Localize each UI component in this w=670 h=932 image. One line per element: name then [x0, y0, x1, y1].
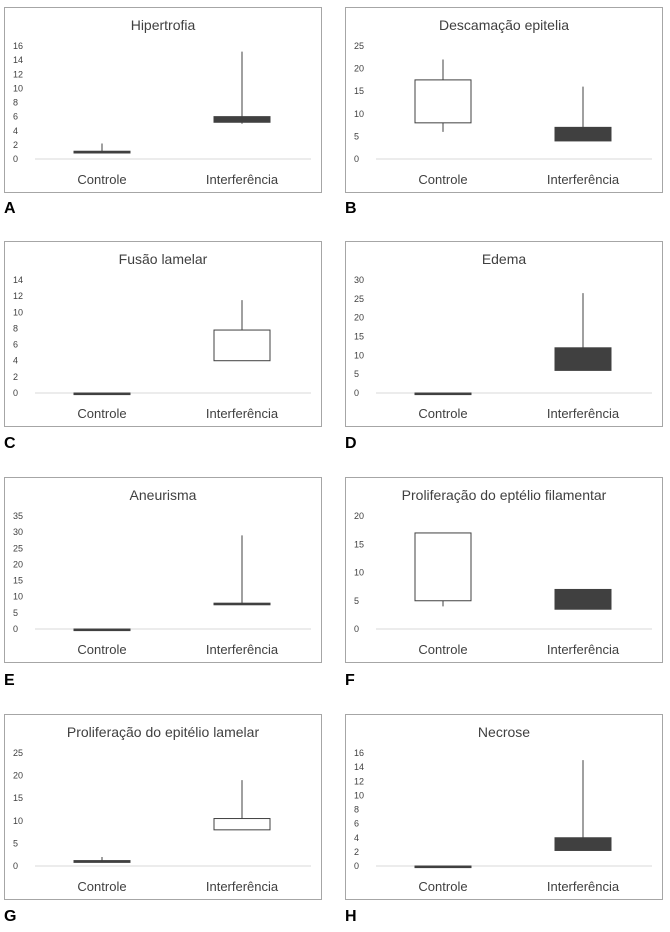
- y-tick-label: 0: [354, 861, 360, 871]
- box-controle: [415, 866, 471, 868]
- x-category-label: Controle: [418, 406, 468, 421]
- y-tick-label: 2: [13, 139, 19, 150]
- chart-title: Aneurisma: [129, 487, 197, 503]
- y-tick-label: 14: [354, 762, 365, 773]
- box-controle: [415, 60, 471, 132]
- chart-svg: [346, 8, 662, 192]
- box-rect: [555, 127, 611, 141]
- x-category-label: Interferência: [546, 406, 620, 421]
- y-tick-label: 0: [354, 388, 360, 398]
- y-tick-label: 4: [13, 125, 19, 136]
- chart-panel-a: [4, 7, 322, 193]
- x-category-label: Controle: [77, 172, 127, 187]
- y-tick-label: 30: [354, 275, 365, 285]
- y-tick-label: 0: [354, 624, 360, 634]
- box-interferência: [214, 52, 270, 124]
- y-tick-label: 4: [354, 832, 360, 843]
- y-tick-label: 10: [354, 567, 365, 578]
- box-interferência: [555, 589, 611, 609]
- y-tick-label: 10: [354, 350, 365, 361]
- box-rect: [415, 533, 471, 601]
- panel-letter: B: [345, 200, 357, 217]
- y-tick-label: 5: [354, 131, 360, 142]
- y-tick-label: 10: [354, 790, 365, 801]
- x-category-label: Interferência: [205, 406, 279, 421]
- y-tick-label: 30: [13, 527, 24, 538]
- box-rect: [555, 589, 611, 609]
- y-tick-label: 5: [354, 595, 360, 606]
- panel-letter: C: [4, 435, 16, 452]
- x-category-label: Interferência: [546, 172, 620, 187]
- x-category-label: Interferência: [546, 642, 620, 657]
- y-tick-label: 16: [354, 748, 365, 758]
- y-tick-label: 0: [13, 861, 19, 871]
- chart-svg: [5, 715, 321, 899]
- y-tick-label: 0: [13, 154, 19, 164]
- y-tick-label: 15: [13, 793, 24, 804]
- y-tick-label: 15: [354, 331, 365, 342]
- y-tick-label: 8: [354, 804, 360, 815]
- y-tick-label: 8: [13, 323, 19, 334]
- y-tick-label: 2: [354, 846, 360, 857]
- box-controle: [74, 143, 130, 153]
- box-rect: [74, 393, 130, 395]
- y-tick-label: 10: [13, 307, 24, 318]
- y-tick-label: 25: [354, 41, 365, 51]
- x-category-label: Controle: [77, 879, 127, 894]
- y-tick-label: 12: [13, 291, 24, 302]
- chart-panel-c: [4, 241, 322, 427]
- x-category-label: Controle: [77, 406, 127, 421]
- y-tick-label: 15: [354, 86, 365, 97]
- y-tick-label: 10: [13, 83, 24, 94]
- box-rect: [214, 330, 270, 361]
- box-interferência: [555, 760, 611, 850]
- chart-svg: [5, 242, 321, 426]
- y-tick-label: 25: [13, 543, 24, 554]
- x-category-label: Controle: [77, 642, 127, 657]
- y-tick-label: 20: [13, 559, 24, 570]
- x-category-label: Interferência: [546, 879, 620, 894]
- x-category-label: Interferência: [205, 172, 279, 187]
- box-rect: [415, 393, 471, 395]
- box-interferência: [555, 293, 611, 370]
- y-tick-label: 6: [354, 818, 360, 829]
- chart-panel-g: [4, 714, 322, 900]
- y-tick-label: 20: [354, 511, 365, 521]
- y-tick-label: 6: [13, 111, 19, 122]
- box-controle: [74, 393, 130, 395]
- chart-title: Proliferação do eptélio filamentar: [401, 487, 607, 503]
- y-tick-label: 0: [354, 154, 360, 164]
- y-tick-label: 35: [13, 511, 24, 521]
- box-interferência: [214, 780, 270, 830]
- y-tick-label: 14: [13, 55, 24, 66]
- box-rect: [214, 819, 270, 830]
- y-tick-label: 5: [13, 607, 19, 618]
- box-interferência: [555, 87, 611, 141]
- box-rect: [74, 629, 130, 631]
- panel-letter: A: [4, 200, 16, 217]
- chart-panel-f: [345, 477, 663, 663]
- box-controle: [415, 533, 471, 606]
- y-tick-label: 20: [13, 770, 24, 781]
- chart-title: Proliferação do epitélio lamelar: [66, 724, 260, 740]
- x-category-label: Interferência: [205, 642, 279, 657]
- y-tick-label: 5: [354, 369, 360, 380]
- box-interferência: [214, 535, 270, 604]
- y-tick-label: 10: [354, 108, 365, 119]
- y-tick-label: 20: [354, 312, 365, 323]
- y-tick-label: 2: [13, 371, 19, 382]
- y-tick-label: 4: [13, 355, 19, 366]
- box-interferência: [214, 300, 270, 361]
- panel-letter: H: [345, 908, 357, 925]
- y-tick-label: 14: [13, 275, 24, 285]
- box-rect: [415, 866, 471, 868]
- y-tick-label: 25: [13, 748, 24, 758]
- panel-letter: F: [345, 672, 355, 689]
- chart-svg: [5, 8, 321, 192]
- chart-svg: [5, 478, 321, 662]
- box-rect: [415, 80, 471, 123]
- y-tick-label: 16: [13, 41, 24, 51]
- panel-letter: E: [4, 672, 15, 689]
- y-tick-label: 25: [354, 293, 365, 304]
- box-rect: [74, 151, 130, 153]
- y-tick-label: 15: [13, 575, 24, 586]
- y-tick-label: 8: [13, 97, 19, 108]
- chart-title: Necrose: [477, 724, 531, 740]
- box-rect: [555, 838, 611, 851]
- chart-title: Descamação epitelia: [439, 17, 569, 33]
- panel-letter: D: [345, 435, 357, 452]
- x-category-label: Controle: [418, 879, 468, 894]
- y-tick-label: 5: [13, 838, 19, 849]
- chart-svg: [346, 478, 662, 662]
- y-tick-label: 20: [354, 63, 365, 74]
- y-tick-label: 12: [13, 69, 24, 80]
- chart-svg: [346, 242, 662, 426]
- x-category-label: Interferência: [205, 879, 279, 894]
- y-tick-label: 0: [13, 624, 19, 634]
- chart-svg: [346, 715, 662, 899]
- y-tick-label: 10: [13, 591, 24, 602]
- y-tick-label: 10: [13, 815, 24, 826]
- box-rect: [214, 603, 270, 605]
- box-rect: [214, 117, 270, 123]
- chart-panel-h: [345, 714, 663, 900]
- y-tick-label: 0: [13, 388, 19, 398]
- box-controle: [415, 393, 471, 395]
- chart-title: Fusão lamelar: [118, 251, 208, 267]
- panel-letter: G: [4, 908, 17, 925]
- y-tick-label: 6: [13, 339, 19, 350]
- chart-title: Edema: [481, 251, 527, 267]
- chart-panel-b: [345, 7, 663, 193]
- chart-panel-e: [4, 477, 322, 663]
- box-rect: [555, 348, 611, 371]
- box-controle: [74, 629, 130, 631]
- box-controle: [74, 857, 130, 862]
- chart-panel-d: [345, 241, 663, 427]
- x-category-label: Controle: [418, 172, 468, 187]
- box-rect: [74, 861, 130, 863]
- y-tick-label: 15: [354, 539, 365, 550]
- x-category-label: Controle: [418, 642, 468, 657]
- y-tick-label: 12: [354, 776, 365, 787]
- chart-title: Hipertrofia: [130, 17, 196, 33]
